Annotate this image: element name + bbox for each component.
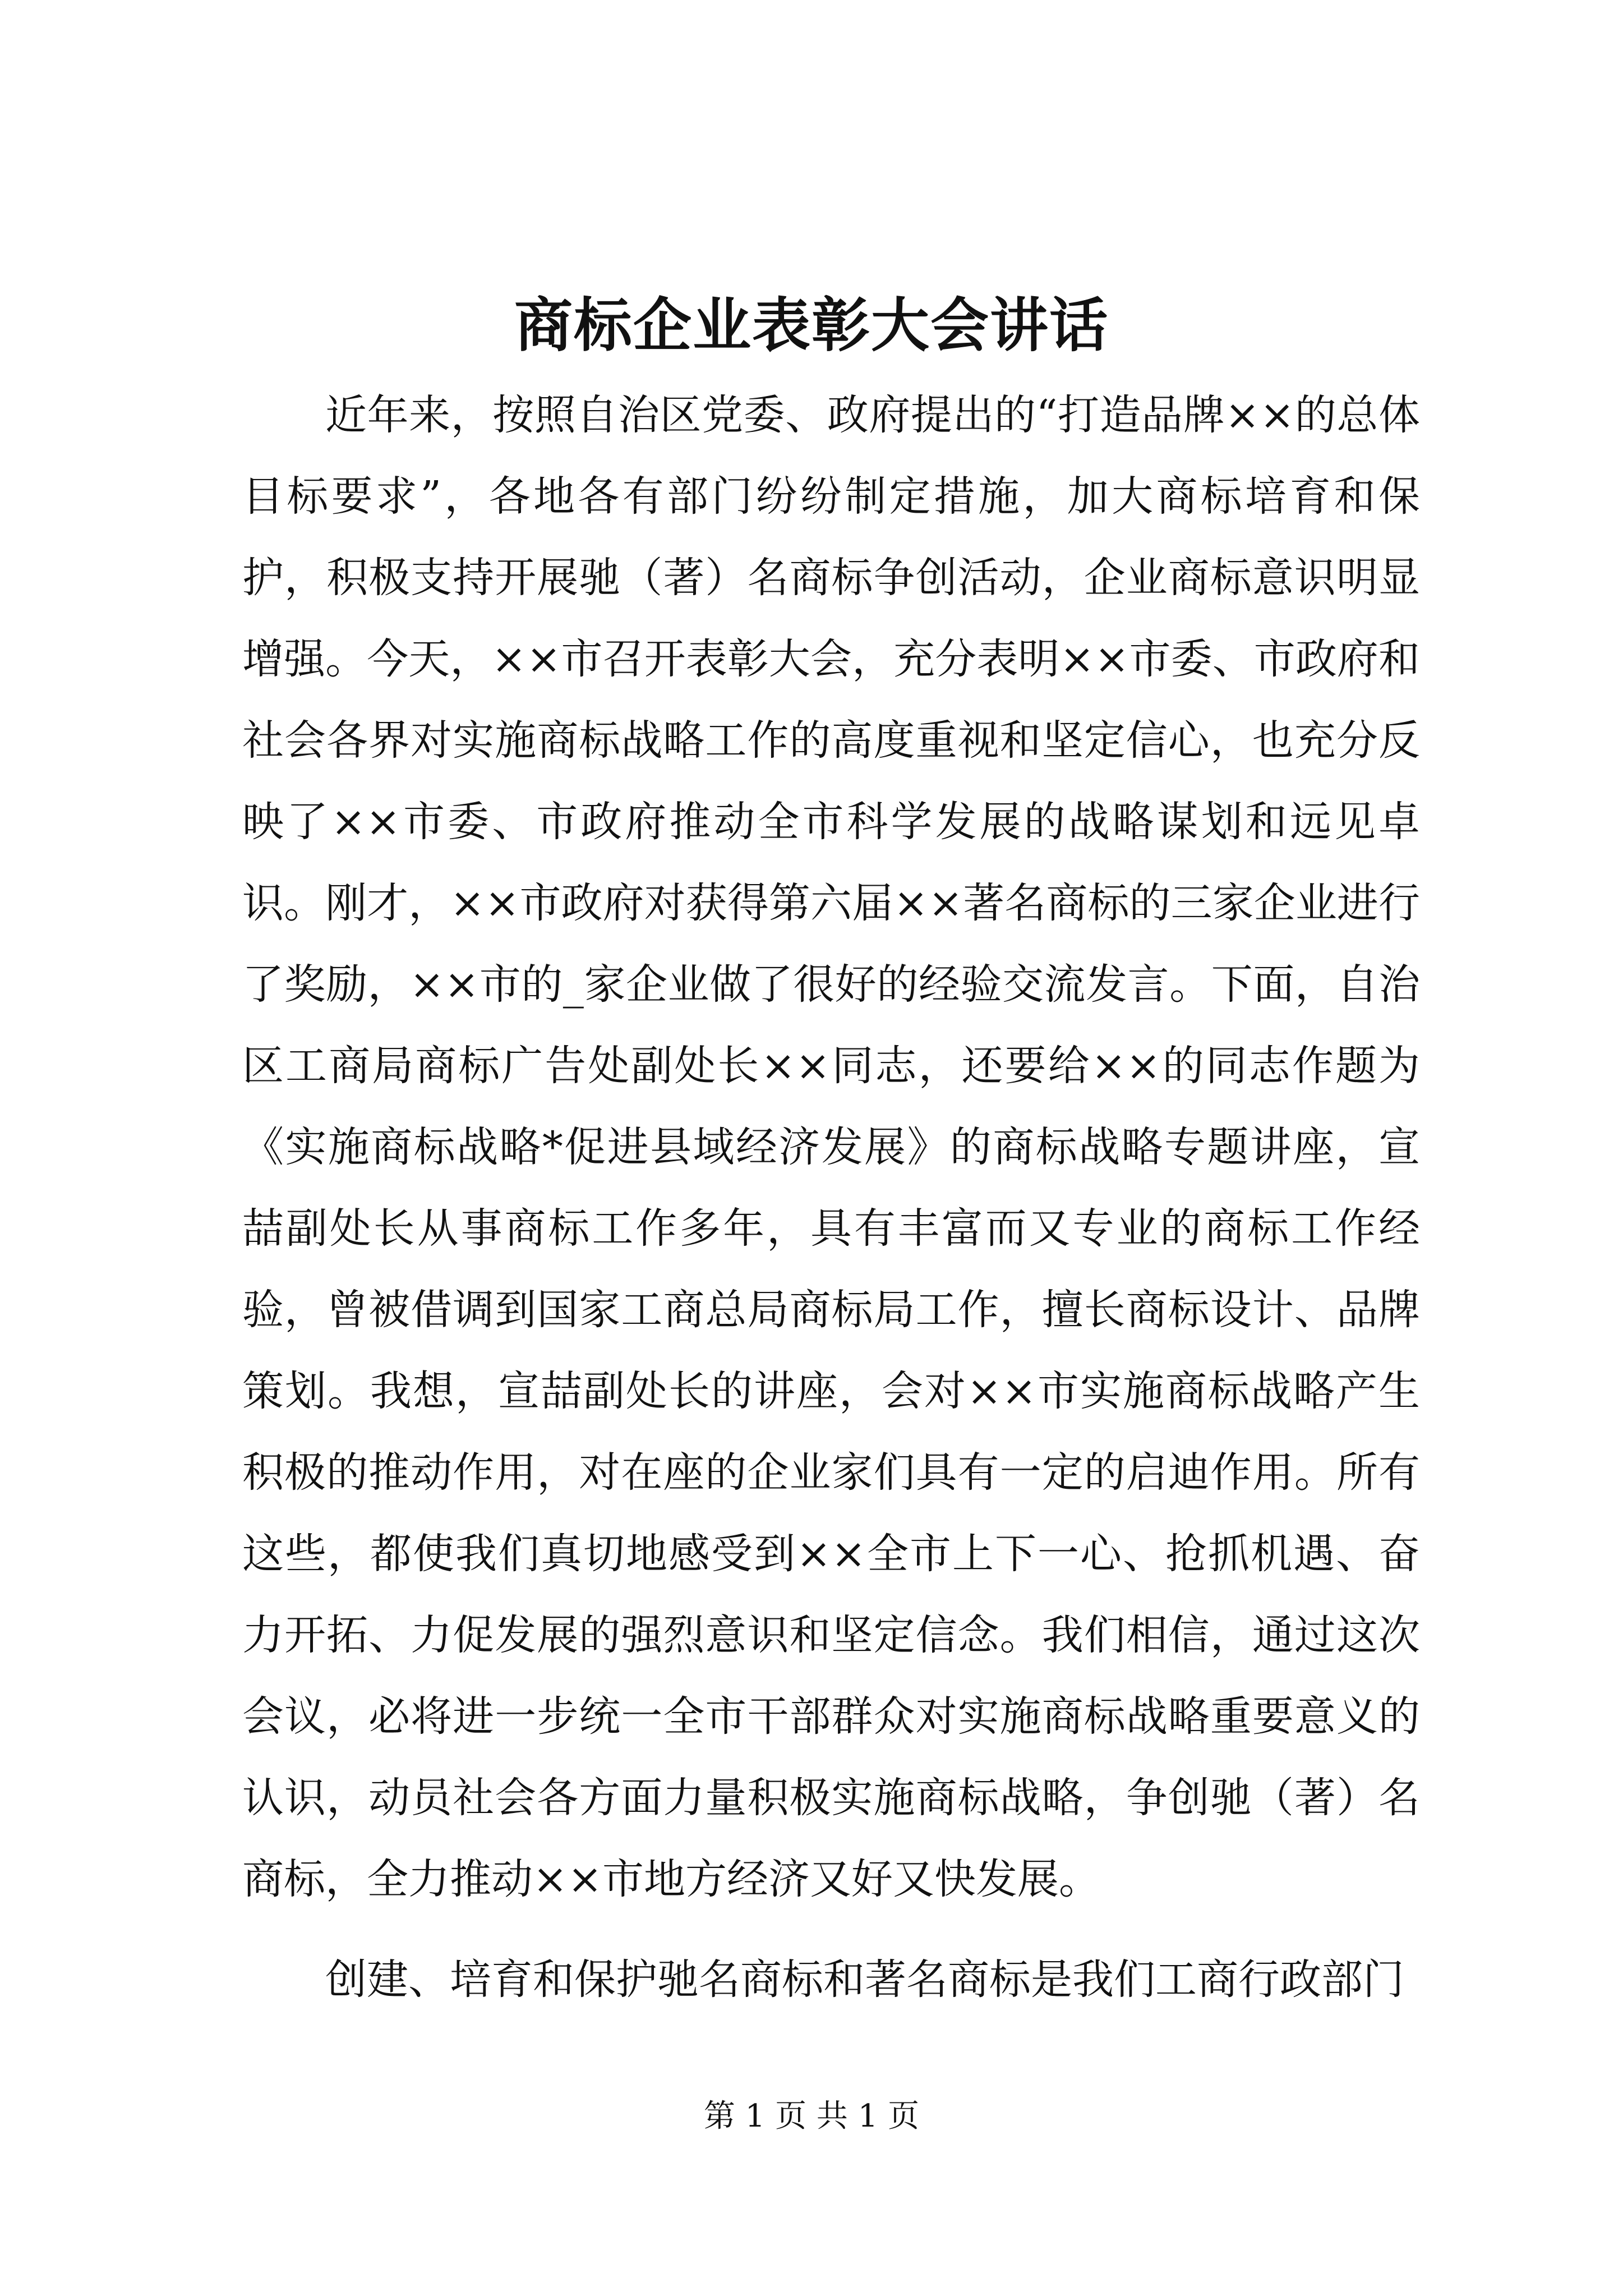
paragraph-2: 创建、培育和保护驰名商标和著名商标是我们工商行政部门: [325, 1955, 1404, 2004]
paragraph-1: 近年来，按照自治区党委、政府提出的“打造品牌××的总体目标要求”，各地各有部门纷纷制定措施，加大商标培育和保护，积极支持开展驰（著）名商标争创活动，企业商标意识明显增强。今天，××市召开表彰大会，充分表明××市委、市政府和社会各界对实施商标战略工作的高度重视和坚定信心，也充分反映了××市委、市政府推动全市科学发展的战略谋划和远见卓识。刚才，××市政府对获得第六届××著名商标的三家企业进行了奖励，××市的_家企业做了很好的经验交流发言。下面，自治区工商局商标广告处副处长××同志，还要给××的同志作题为《实施商标战略*促进县域经济发展》的商标战略专题讲座，宣喆副处长从事商标工作多年，具有丰富而又专业的商标工作经验，曾被借调到国家工商总局商标局工作，擅长商标设计、品牌策划。我想，宣喆副处长的讲座，会对××市实施商标战略产生积极的推动作用，对在座的企业家们具有一定的启迪作用。所有这些，都使我们真切地感受到××全市上下一心、抢抓机遇、奋力开拓、力促发展的强烈意识和坚定信念。我们相信，通过这次会议，必将进一步统一全市干部群众对实施商标战略重要意义的认识，动员社会各方面力量积极实施商标战略，争创驰（著）名商标，全力推动××市地方经济又好又快发展。: [242, 391, 1420, 1903]
document-body: [242, 375, 1420, 2021]
page-number-footer: 第 1 页 共 1 页: [703, 2098, 920, 2134]
document-title: 商标企业表彰大会讲话: [514, 291, 1109, 360]
